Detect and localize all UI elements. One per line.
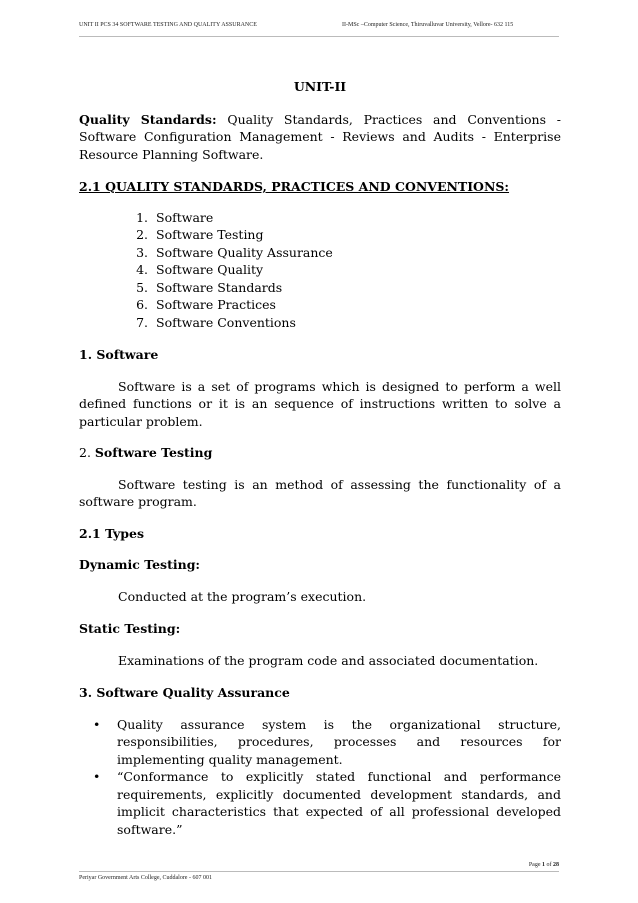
section-heading: 2.1 QUALITY STANDARDS, PRACTICES AND CONVENTIONS: <box>79 179 510 194</box>
dynamic-testing-paragraph: Conducted at the program’s execution. <box>118 588 367 604</box>
intro-paragraph <box>79 111 561 164</box>
topic-item: 1. Software <box>152 209 561 227</box>
topic-item: 5. Software Standards <box>152 279 561 297</box>
topic-item: 4. Software Quality <box>152 261 561 279</box>
list-item <box>93 716 561 769</box>
intro-text: Quality Standards, Practices and Conventions - Software Configuration Management - Reviews and Audits - Enterprise Resource Planning Software. <box>79 111 561 162</box>
unit-title: UNIT-II <box>293 79 347 94</box>
footer-college: Periyar Government Arts College, Cuddalore - 607 001 <box>79 875 212 881</box>
header-program-info: II-MSc –Computer Science, Thiruvalluvar University, Vellore- 632 115 <box>342 22 514 28</box>
topics-list <box>79 209 561 332</box>
page-number <box>529 862 559 868</box>
software-testing-heading <box>79 444 561 462</box>
bullet-icon: • <box>93 716 101 732</box>
topic-item: 2. Software Testing <box>152 226 561 244</box>
page-current: 1 <box>542 862 545 868</box>
software-paragraph: Software is a set of programs which is designed to perform a well defined functions or it is an sequence of instructions written to solve a particular problem. <box>79 378 561 429</box>
sqa-heading: 3. Software Quality Assurance <box>79 685 290 700</box>
header-course-title: UNIT II PCS 34 SOFTWARE TESTING AND QUALITY ASSURANCE <box>79 22 257 28</box>
document-body <box>79 78 561 838</box>
static-testing-paragraph: Examinations of the program code and associated documentation. <box>118 652 539 668</box>
bullet-text: “Conformance to explicitly stated functional and performance requirements, explicitly documented development standards, and implicit characteristics that expected of all professional developed software.” <box>117 769 561 837</box>
page-of: of <box>545 862 553 868</box>
intro-label: Quality Standards: <box>79 111 217 127</box>
topic-item: 3. Software Quality Assurance <box>152 244 561 262</box>
types-heading: 2.1 Types <box>79 525 145 541</box>
software-heading: 1. Software <box>79 347 159 362</box>
page-total: 28 <box>553 862 559 868</box>
software-testing-number: 2. <box>79 445 95 460</box>
page-prefix: Page <box>528 862 542 868</box>
static-testing-heading: Static Testing: <box>79 621 181 636</box>
footer-divider <box>79 871 559 872</box>
bullet-text: Quality assurance system is the organizational structure, responsibilities, procedures, processes and resources for implementing quality management. <box>117 716 561 767</box>
sqa-bullet-list <box>79 716 561 839</box>
topic-item: 7. Software Conventions <box>152 314 561 332</box>
software-testing-paragraph: Software testing is an method of assessing the functionality of a software program. <box>79 476 561 509</box>
page-header <box>79 22 559 37</box>
dynamic-testing-heading: Dynamic Testing: <box>79 557 201 572</box>
list-item <box>93 768 561 838</box>
bullet-icon: • <box>93 769 101 784</box>
topic-item: 6. Software Practices <box>152 296 561 314</box>
software-testing-title: Software Testing <box>94 445 213 460</box>
